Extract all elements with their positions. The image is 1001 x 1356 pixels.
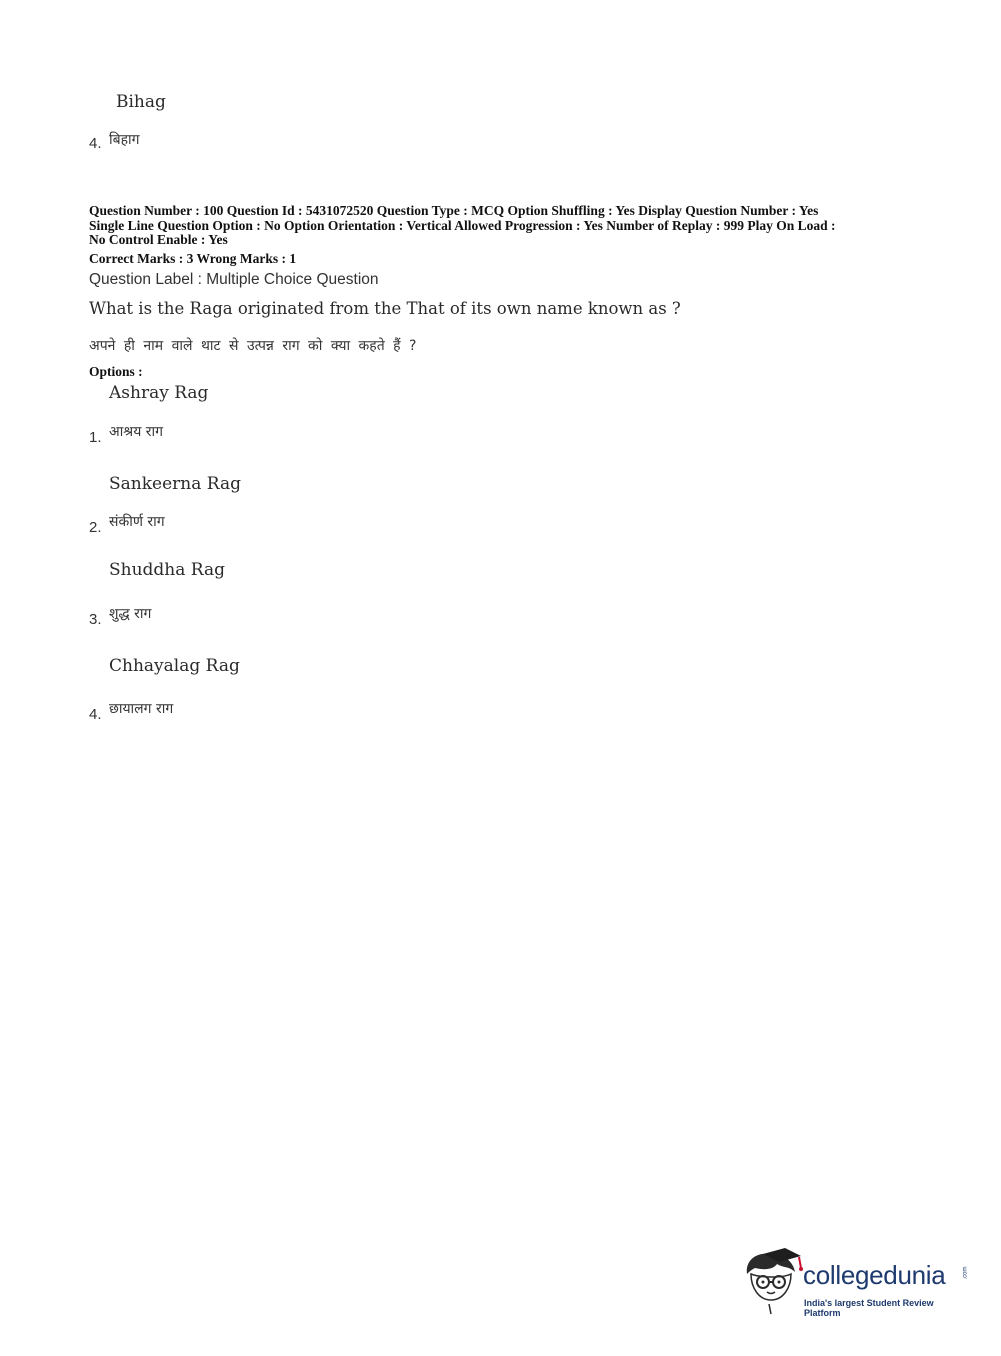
- option-1-english: Ashray Rag: [109, 383, 209, 403]
- prev-option-4-number: 4.: [89, 135, 102, 152]
- options-heading: Options :: [89, 364, 143, 379]
- brand-name: collegedunia: [803, 1260, 946, 1290]
- question-text-hindi: अपने ही नाम वाले थाट से उत्पन्न राग को क्या कहते हैं ?: [89, 338, 417, 354]
- option-4-hindi: छायालग राग: [109, 701, 174, 717]
- option-2-english: Sankeerna Rag: [109, 474, 241, 494]
- prev-option-4-english: Bihag: [116, 92, 166, 112]
- option-3-english: Shuddha Rag: [109, 560, 226, 580]
- option-1-number: 1.: [89, 429, 102, 446]
- question-marks: Correct Marks : 3 Wrong Marks : 1: [89, 251, 297, 266]
- collegedunia-logo: [741, 1248, 969, 1318]
- question-meta-line-1: Question Number : 100 Question Id : 5431072520 Question Type : MCQ Option Shuffling : Yes Display Question Number : Yes: [89, 203, 819, 218]
- question-text-english: What is the Raga originated from the That of its own name known as ?: [89, 299, 681, 318]
- option-2-number: 2.: [89, 519, 102, 536]
- brand-tagline: India's largest Student Review Platform: [804, 1298, 934, 1318]
- question-metadata: [89, 204, 919, 248]
- question-meta-line-3: No Control Enable : Yes: [89, 232, 228, 247]
- mascot-icon: [741, 1248, 803, 1318]
- option-2-hindi: संकीर्ण राग: [109, 514, 165, 530]
- brand-suffix: .com: [962, 1266, 969, 1280]
- question-meta-line-2: Single Line Question Option : No Option Orientation : Vertical Allowed Progression : Yes Number of Replay : 999 Play On Load :: [89, 217, 836, 233]
- option-4-english: Chhayalag Rag: [109, 656, 240, 676]
- option-4-number: 4.: [89, 706, 102, 723]
- option-3-hindi: शुद्ध राग: [109, 606, 152, 622]
- prev-option-4-hindi: बिहाग: [109, 132, 140, 148]
- option-3-number: 3.: [89, 611, 102, 628]
- option-1-hindi: आश्रय राग: [109, 424, 164, 440]
- question-label: Question Label : Multiple Choice Question: [89, 271, 379, 288]
